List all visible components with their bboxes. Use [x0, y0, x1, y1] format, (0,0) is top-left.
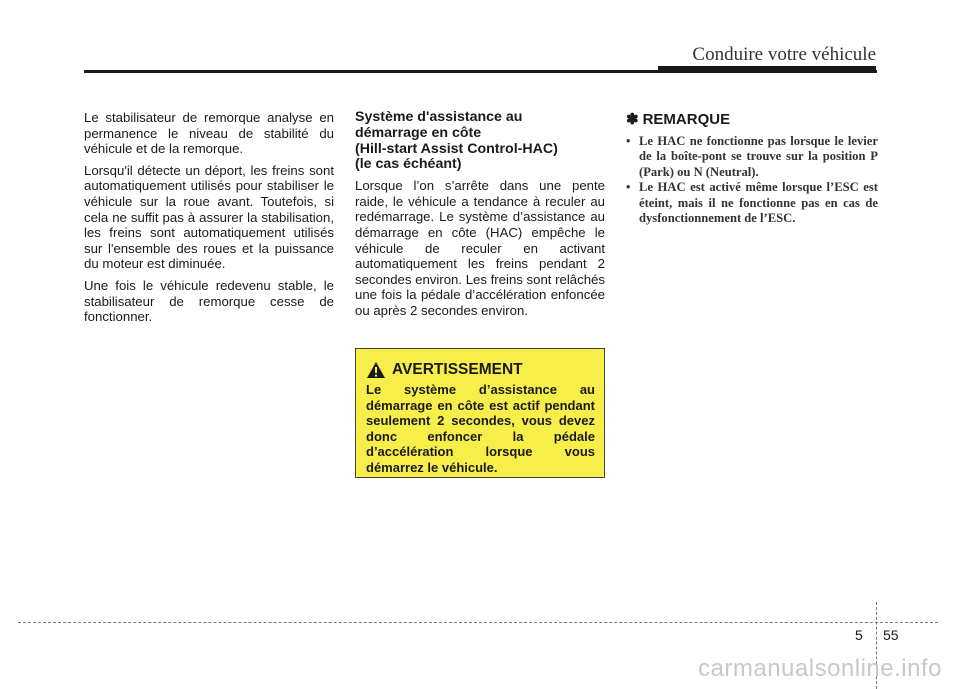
paragraph: Une fois le véhicule redevenu stable, le stabilisateur de remorque cesse de fonctionner. — [84, 277, 334, 325]
remark-title — [626, 112, 878, 128]
section-title — [355, 110, 605, 173]
warning-header — [366, 361, 595, 379]
section-title-line: (Hill-start Assist Control-HAC) — [355, 140, 558, 157]
paragraph: Lorsqu'il détecte un déport, les freins sont automatiquement utilisés pour stabiliser le véhicule sur la roue avant. Toutefois, si cela ne suffit pas à assurer la stabilisation, les freins sont automatiquement utilisés sur l'ensemble des roues et la puissance du moteur est diminuée. — [84, 162, 334, 272]
footer-rule — [18, 622, 938, 623]
remark-title-text: REMARQUE — [642, 111, 731, 128]
list-item — [626, 180, 878, 227]
star-icon: ✽ — [626, 111, 639, 128]
paragraph: Le stabilisateur de remorque analyse en permanence le niveau de stabilité du véhicule et de la remorque. — [84, 110, 334, 157]
section-title-line: démarrage en côte — [355, 124, 482, 141]
remark-item-text: Le HAC ne fonctionne pas lorsque le levier de la boîte-pont se trouve sur la position P (Park) ou N (Neutral). — [639, 133, 878, 179]
warning-title: AVERTISSEMENT — [392, 361, 523, 378]
section-title-line: (le cas échéant) — [355, 156, 462, 173]
section-body: Lorsque l’on s’arrête dans une pente raide, le véhicule a tendance à reculer au redémarrage. Le système d’assistance au démarrage en côte (HAC) empêche le véhicule de reculer en activant automatiquement les freins pendant 2 secondes environ. Les freins sont relâchés une fois la pédale d’accélération enfoncée ou après 2 secondes environ. — [355, 178, 605, 318]
column-2 — [355, 110, 605, 325]
warning-text: Le système d’assistance au démarrage en côte est actif pendant seulement 2 secondes, vous devez donc enfoncer la pédale d’accélération lorsque vous démarrez le véhicule. — [366, 382, 595, 475]
remark-list — [626, 134, 878, 227]
section-title-line: Système d'assistance au — [355, 109, 523, 125]
page-header-title: Conduire votre véhicule — [692, 44, 876, 65]
column-1 — [84, 110, 334, 331]
header-rule-accent — [658, 66, 876, 73]
bullet-icon: • — [626, 133, 631, 148]
remark-item-text: Le HAC est activé même lorsque l’ESC est éteint, mais il ne fonctionne pas en cas de dysfonctionnement de l’ESC. — [639, 180, 878, 226]
warning-box — [355, 348, 605, 478]
list-item — [626, 134, 878, 181]
section-number: 5 — [855, 627, 863, 643]
column-3 — [626, 110, 878, 227]
warning-triangle-icon — [366, 361, 386, 379]
page-number: 55 — [883, 627, 899, 643]
bullet-icon: • — [626, 180, 631, 195]
watermark: carmanualsonline.info — [698, 655, 942, 682]
